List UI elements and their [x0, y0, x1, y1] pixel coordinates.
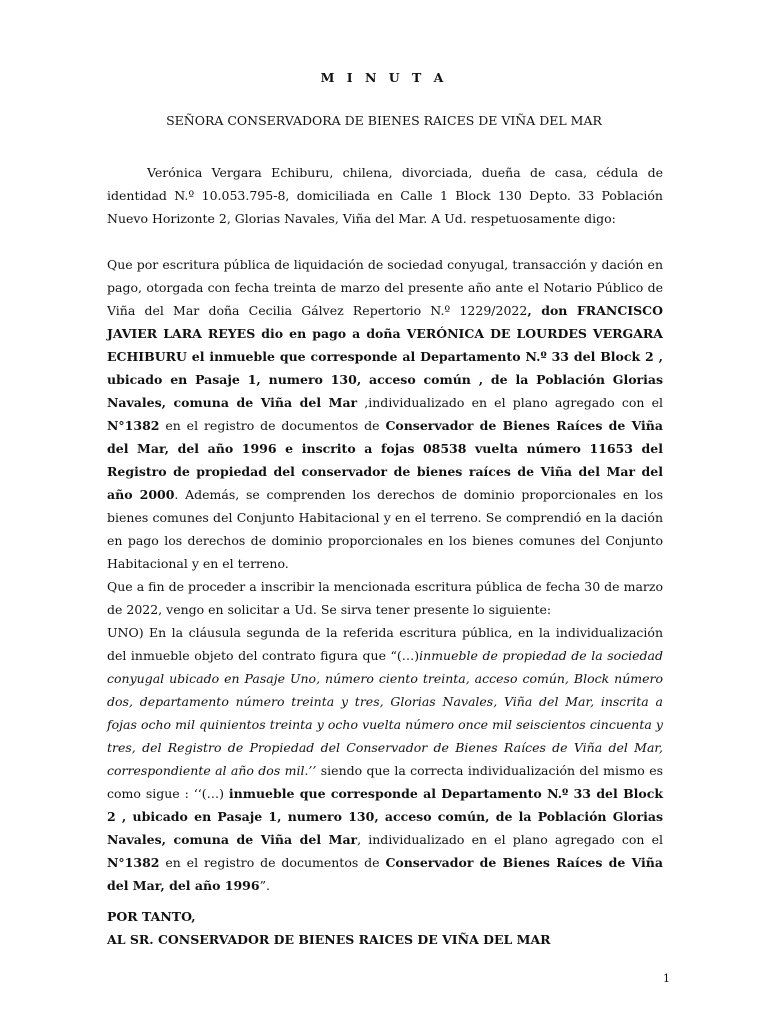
- plan-number: N°1382: [107, 418, 160, 433]
- closing-por-tanto: [107, 905, 663, 928]
- uno-text-end: ”.: [259, 878, 270, 893]
- uno-text-registry: en el registro de documentos de: [159, 855, 386, 870]
- paragraph-intro: Verónica Vergara Echiburu, chilena, divorciada, dueña de casa, cédula de identidad N.º 10.053.795-8, domiciliada en Calle 1 Block 130 Depto. 33 Población Nuevo Horizonte 2, Glorias Navales, Viña del Mar. A Ud. respetuosamente digo:: [107, 165, 663, 226]
- uno-quoted-description: inmueble de propiedad de la sociedad conyugal ubicado en Pasaje Uno, número ciento treinta, acceso común, Block número dos, departamento número treinta y tres, Glorias Navales, Viña del Mar, inscrita a fojas ocho mil quinientos treinta y ocho vuelta número once mil seiscientos cincuenta y tres, del Registro de Propiedad del Conservador de Bienes Raíces de Viña del Mar, correspondiente al año dos mil.’’: [107, 648, 663, 778]
- page-number: 1: [663, 972, 670, 985]
- registry-reference: Conservador de Bienes Raíces de Viña del Mar, del año 1996 e inscrito a fojas 08538 vuelta número 11653 del Registro de propiedad del conservador de bienes raíces de Viña del Mar del año 2000: [107, 418, 663, 502]
- uno-text-plan: , individualizado en el plano agregado con el: [357, 832, 663, 847]
- deed-text-registry: en el registro de documentos de: [159, 418, 386, 433]
- addressee-heading: SEÑORA CONSERVADORA DE BIENES RAICES DE VIÑA DEL MAR: [166, 113, 602, 128]
- paragraph-uno: [107, 621, 663, 897]
- deed-parties-property: , don FRANCISCO JAVIER LARA REYES dio en pago a doña VERÓNICA DE LOURDES VERGARA ECHIBURU el inmueble que corresponde al Departamento N.º 33 del Block 2 , ubicado en Pasaje 1, numero 130, acceso común , de la Población Glorias Navales, comuna de Viña del Mar: [107, 303, 663, 410]
- uno-correct-property: inmueble que corresponde al Departamento N.º 33 del Block 2 , ubicado en Pasaje 1, numero 130, acceso común, de la Población Glorias Navales, comuna de Viña del Mar: [107, 786, 663, 847]
- uno-registry-reference: Conservador de Bienes Raíces de Viña del Mar, del año 1996: [107, 855, 663, 893]
- closing-por-tanto-text: POR TANTO,: [107, 909, 196, 924]
- document-title: M I N U T A: [320, 70, 448, 85]
- deed-text-rights: . Además, se comprenden los derechos de dominio proporcionales en los bienes comunes del Conjunto Habitacional y en el terreno. Se comprendió en la dación en pago los derechos de dominio proporcionales en los bienes comunes del Conjunto Habitacional y en el terreno.: [107, 487, 663, 571]
- uno-text-correction: siendo que la correcta individualización del mismo es como sigue : ‘‘(…): [107, 763, 664, 801]
- deed-text: Que por escritura pública de liquidación de sociedad conyugal, transacción y dación en pago, otorgada con fecha treinta de marzo del presente año ante el Notario Público de Viña del Mar doña Cecilia Gálvez Repertorio N.º 1229/2022: [107, 257, 663, 318]
- paragraph-deed: [107, 253, 663, 575]
- closing-addressee: [107, 928, 663, 951]
- closing-addressee-text: AL SR. CONSERVADOR DE BIENES RAICES DE VIÑA DEL MAR: [107, 932, 551, 947]
- paragraph-request: Que a fin de proceder a inscribir la mencionada escritura pública de fecha 30 de marzo de 2022, vengo en solicitar a Ud. Se sirva tener presente lo siguiente:: [107, 579, 663, 617]
- document-body: [107, 161, 663, 951]
- uno-plan-number: N°1382: [107, 855, 160, 870]
- uno-text: UNO) En la cláusula segunda de la referida escritura pública, en la individualización del inmueble objeto del contrato figura que “(…): [107, 625, 663, 663]
- deed-text-plan: ,individualizado en el plano agregado con el: [357, 395, 663, 410]
